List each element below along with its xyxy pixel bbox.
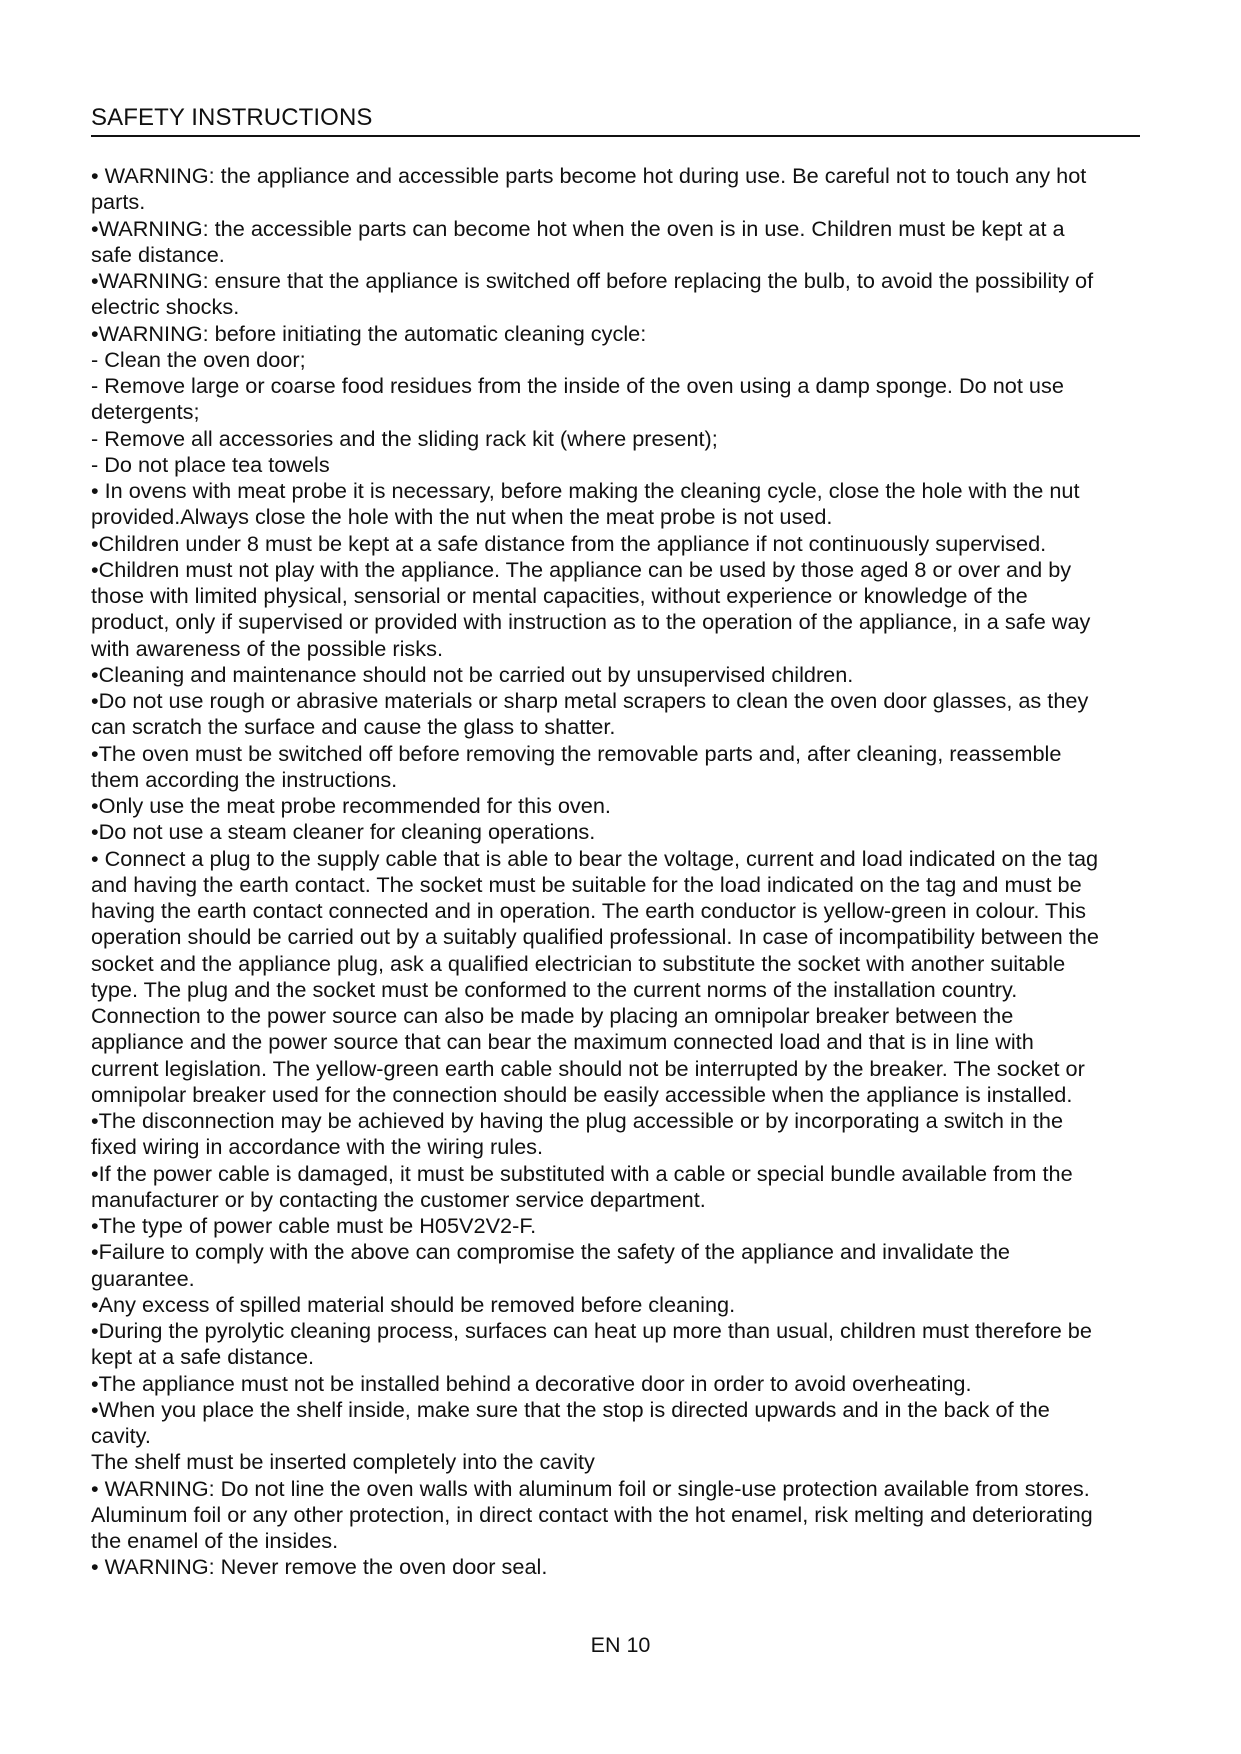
text-line: the enamel of the insides. xyxy=(91,1528,339,1553)
text-line: parts. xyxy=(91,189,146,215)
text-line: kept at a safe distance. xyxy=(91,1344,315,1370)
text-line: •Do not use a steam cleaner for cleaning operations. xyxy=(91,819,596,845)
text-line: •Do not use rough or abrasive materials or sharp metal scrapers to clean the oven door glasses, as they xyxy=(91,688,1089,713)
text-line: - Do not place tea towels xyxy=(91,451,330,477)
text-line: •WARNING: before initiating the automatic cleaning cycle: xyxy=(91,320,647,346)
text-line: electric shocks. xyxy=(91,294,240,320)
text-line: with awareness of the possible risks. xyxy=(91,635,443,661)
text-line: guarantee. xyxy=(91,1265,195,1291)
text-line: •Children must not play with the appliance. The appliance can be used by those aged 8 or over and by xyxy=(91,556,1072,582)
section-header xyxy=(91,104,1140,137)
text-line: Aluminum foil or any other protection, in direct contact with the hot enamel, risk melting and deteriorating xyxy=(91,1501,1093,1527)
text-line: type. The plug and the socket must be conformed to the current norms of the installation country. xyxy=(91,976,1018,1002)
text-line: can scratch the surface and cause the glass to shatter. xyxy=(91,714,616,740)
text-line: operation should be carried out by a suitably qualified professional. In case of incompatibility between the xyxy=(91,924,1099,950)
text-line: and having the earth contact. The socket must be suitable for the load indicated on the tag and must be xyxy=(91,871,1082,897)
text-line: detergents; xyxy=(91,399,200,425)
text-line: •The disconnection may be achieved by having the plug accessible or by incorporating a switch in the xyxy=(91,1108,1064,1133)
text-line: fixed wiring in accordance with the wiring rules. xyxy=(91,1134,544,1160)
page-title: SAFETY INSTRUCTIONS xyxy=(91,104,373,131)
text-line: cavity. xyxy=(91,1423,151,1448)
text-line: • WARNING: the appliance and accessible parts become hot during use. Be careful not to touch any hot xyxy=(91,163,1087,188)
text-line: •Children under 8 must be kept at a safe distance from the appliance if not continuously supervised. xyxy=(91,530,1047,556)
text-line: • Connect a plug to the supply cable that is able to bear the voltage, current and load indicated on the tag xyxy=(91,845,1099,871)
page-number: EN 10 xyxy=(590,1633,651,1657)
text-line: •WARNING: the accessible parts can become hot when the oven is in use. Children must be kept at a xyxy=(91,215,1065,241)
text-line: •The oven must be switched off before removing the removable parts and, after cleaning, reassemble xyxy=(91,740,1062,766)
text-line: • WARNING: Do not line the oven walls with aluminum foil or single-use protection available from stores. xyxy=(91,1475,1090,1501)
text-line: •Failure to comply with the above can compromise the safety of the appliance and invalidate the xyxy=(91,1239,1010,1265)
text-line: product, only if supervised or provided with instruction as to the operation of the appliance, in a safe way xyxy=(91,609,1091,635)
text-line: •The appliance must not be installed behind a decorative door in order to avoid overheating. xyxy=(91,1370,972,1396)
text-line: Connection to the power source can also be made by placing an omnipolar breaker between the xyxy=(91,1003,1014,1028)
text-line: •If the power cable is damaged, it must be substituted with a cable or special bundle available from the xyxy=(91,1160,1073,1186)
text-line: manufacturer or by contacting the customer service department. xyxy=(91,1186,706,1212)
text-line: • WARNING: Never remove the oven door seal. xyxy=(91,1554,548,1580)
text-line: - Clean the oven door; xyxy=(91,346,306,372)
text-line: those with limited physical, sensorial or mental capacities, without experience or knowledge of the xyxy=(91,583,1028,608)
text-line: appliance and the power source that can bear the maximum connected load and that is in line with xyxy=(91,1029,1034,1055)
text-line: - Remove large or coarse food residues from the inside of the oven using a damp sponge. Do not use xyxy=(91,373,1064,398)
text-line: - Remove all accessories and the sliding rack kit (where present); xyxy=(91,425,718,451)
text-line: provided.Always close the hole with the nut when the meat probe is not used. xyxy=(91,504,833,530)
text-line: safe distance. xyxy=(91,241,225,267)
text-line: omnipolar breaker used for the connection should be easily accessible when the appliance is installed. xyxy=(91,1081,1073,1107)
text-line: •When you place the shelf inside, make sure that the stop is directed upwards and in the back of the xyxy=(91,1396,1050,1422)
text-line: The shelf must be inserted completely into the cavity xyxy=(91,1449,595,1475)
text-line: • In ovens with meat probe it is necessary, before making the cleaning cycle, close the hole with the nut xyxy=(91,478,1080,503)
text-line: •Only use the meat probe recommended for this oven. xyxy=(91,793,611,818)
text-line: socket and the appliance plug, ask a qualified electrician to substitute the socket with another suitable xyxy=(91,950,1066,976)
text-line: •Any excess of spilled material should be removed before cleaning. xyxy=(91,1291,736,1317)
text-line: •WARNING: ensure that the appliance is switched off before replacing the bulb, to avoid the possibility of xyxy=(91,268,1094,293)
text-line: •During the pyrolytic cleaning process, surfaces can heat up more than usual, children must therefore be xyxy=(91,1318,1092,1343)
text-line: them according the instructions. xyxy=(91,766,398,792)
text-line: having the earth contact connected and in operation. The earth conductor is yellow-green in colour. This xyxy=(91,898,1087,923)
text-line: •Cleaning and maintenance should not be carried out by unsupervised children. xyxy=(91,661,854,687)
text-line: current legislation. The yellow-green earth cable should not be interrupted by the breaker. The socket or xyxy=(91,1055,1085,1081)
instructions-body xyxy=(91,163,1181,1581)
text-line: •The type of power cable must be H05V2V2-F. xyxy=(91,1213,537,1238)
